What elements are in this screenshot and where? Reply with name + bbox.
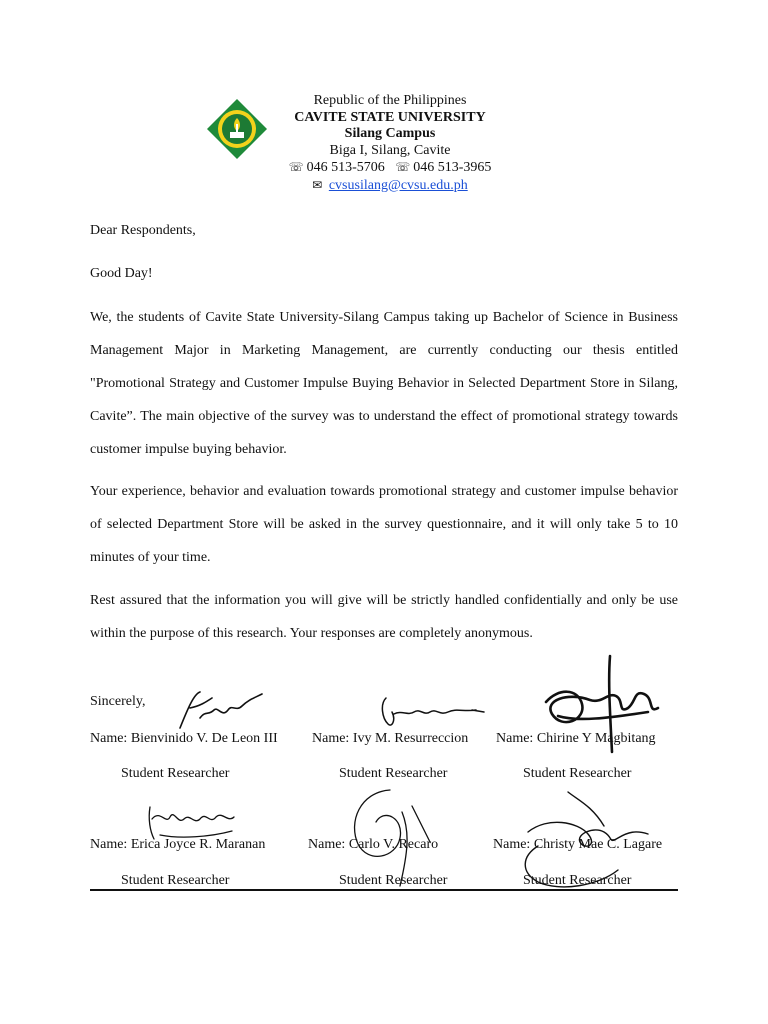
phone-icon: ☏ <box>288 160 304 174</box>
phone-line <box>240 159 540 177</box>
bottom-rule <box>90 889 678 891</box>
signatory-name: Name: Chirine Y Magbitang <box>496 731 656 746</box>
signatory-role: Student Researcher <box>339 873 448 888</box>
signatory-role: Student Researcher <box>121 766 230 781</box>
signatory-role: Student Researcher <box>339 766 448 781</box>
salutation: Dear Respondents, <box>90 223 196 238</box>
phone-icon: ☏ <box>395 160 411 174</box>
signatory-name: Name: Erica Joyce R. Maranan <box>90 837 266 852</box>
email-icon: ✉ <box>312 177 323 192</box>
letterhead <box>240 93 540 194</box>
signatory-role: Student Researcher <box>523 873 632 888</box>
paragraph-1: We, the students of Cavite State University-Silang Campus taking up Bachelor of Science in Business Management Major in Marketing Management, are currently conducting our thesis entitled "Promotional Strategy and Customer Impulse Buying Behavior in Selected Department Store in Silang, Cavite”. The main objective of the survey was to understand the effect of promotional strategy towards customer impulse buying behavior. <box>90 310 678 457</box>
signatory-name: Name: Ivy M. Resurreccion <box>312 731 469 746</box>
signatory-name: Name: Christy Mae C. Lagare <box>493 837 663 852</box>
greeting: Good Day! <box>90 266 153 281</box>
campus-name: Silang Campus <box>344 126 436 141</box>
signatory-name: Name: Bienvinido V. De Leon III <box>90 731 278 746</box>
email-line <box>240 177 540 195</box>
university-name: CAVITE STATE UNIVERSITY <box>294 109 486 125</box>
signatory-role: Student Researcher <box>121 873 230 888</box>
paragraph-2: Your experience, behavior and evaluation towards promotional strategy and customer impulse behavior of selected Department Store will be asked in the survey questionnaire, and it will only take 5 to 10 minutes of your time. <box>90 484 678 565</box>
paragraph-3: Rest assured that the information you will give will be strictly handled confidentially and only be use within the purpose of this research. Your responses are completely anonymous. <box>90 593 678 641</box>
email-link[interactable]: cvsusilang@cvsu.edu.ph <box>328 177 468 193</box>
signatory-name: Name: Carlo V. Recaro <box>308 837 439 852</box>
address: Biga I, Silang, Cavite <box>329 142 451 158</box>
country-line: Republic of the Philippines <box>313 93 467 108</box>
phone-number-1: 046 513-5706 <box>306 160 385 175</box>
phone-number-2: 046 513-3965 <box>413 160 492 175</box>
signatory-role: Student Researcher <box>523 766 632 781</box>
closing: Sincerely, <box>90 694 146 709</box>
